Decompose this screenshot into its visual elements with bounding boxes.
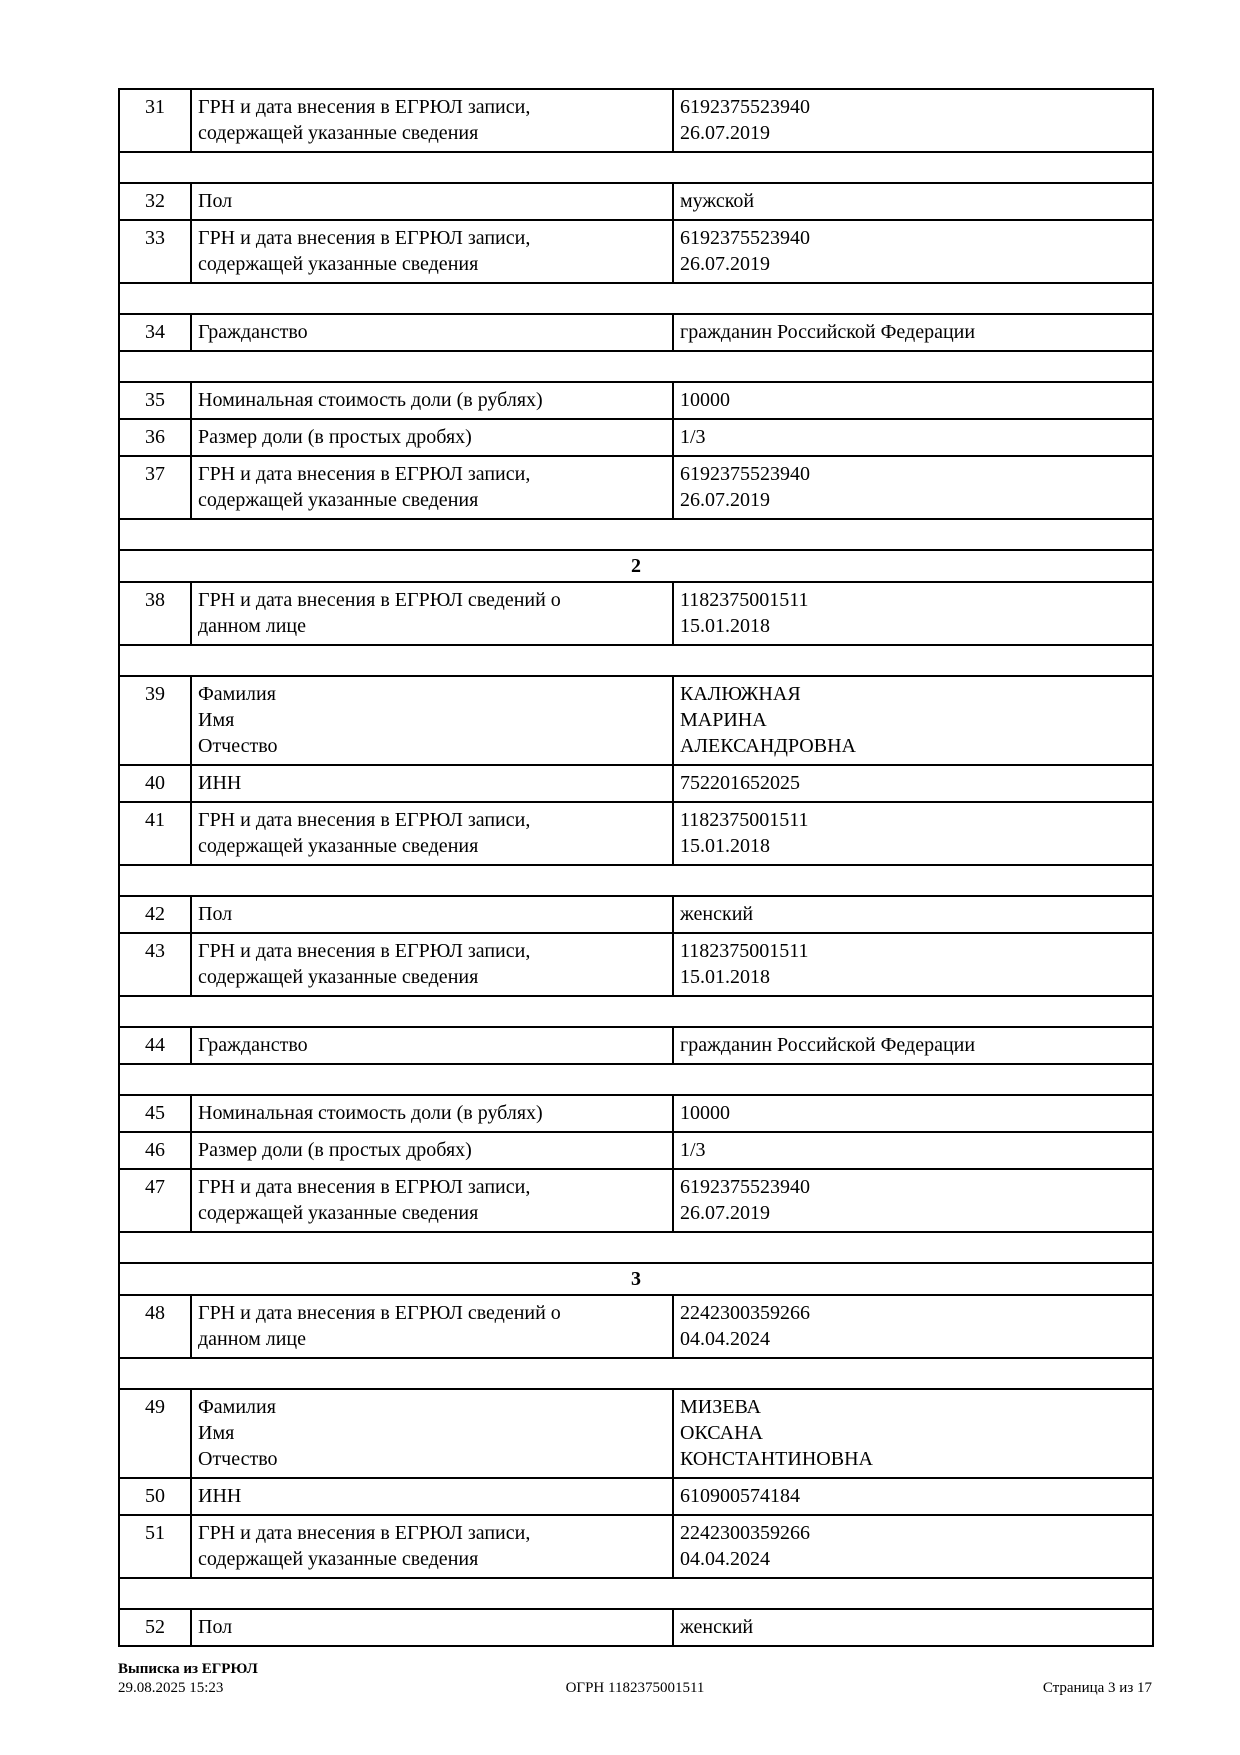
- spacer-row: [119, 645, 1153, 676]
- attribute-cell: [191, 382, 673, 419]
- attribute-line: Номинальная стоимость доли (в рублях): [198, 389, 543, 411]
- table-row: [119, 676, 1153, 765]
- row-number-cell: 46: [119, 1132, 191, 1169]
- attribute-line: Пол: [198, 903, 233, 925]
- value-line: 6192375523940: [680, 463, 810, 485]
- table-row: [119, 1132, 1153, 1169]
- row-number-cell: 49: [119, 1389, 191, 1478]
- attribute-cell: [191, 314, 673, 351]
- attribute-cell: [191, 1478, 673, 1515]
- spacer-row: [119, 519, 1153, 550]
- row-number-cell: 40: [119, 765, 191, 802]
- value-cell: [673, 1169, 1153, 1232]
- spacer-cell: [119, 1358, 1153, 1389]
- attribute-cell: [191, 89, 673, 152]
- value-line: 26.07.2019: [680, 489, 770, 511]
- value-cell: [673, 1027, 1153, 1064]
- value-line: МИЗЕВА: [680, 1396, 761, 1418]
- value-cell: [673, 1389, 1153, 1478]
- value-cell: [673, 183, 1153, 220]
- spacer-row: [119, 283, 1153, 314]
- value-cell: [673, 933, 1153, 996]
- attribute-cell: [191, 933, 673, 996]
- attribute-line: данном лице: [198, 615, 306, 637]
- attribute-line: Имя: [198, 709, 235, 731]
- value-cell: [673, 456, 1153, 519]
- table-row: [119, 802, 1153, 865]
- row-number-cell: 44: [119, 1027, 191, 1064]
- section-row: [119, 550, 1153, 582]
- spacer-cell: [119, 519, 1153, 550]
- attribute-line: данном лице: [198, 1328, 306, 1350]
- row-number-cell: 51: [119, 1515, 191, 1578]
- spacer-cell: [119, 1064, 1153, 1095]
- egrul-table: [118, 88, 1154, 1647]
- attribute-line: Имя: [198, 1422, 235, 1444]
- value-line: АЛЕКСАНДРОВНА: [680, 735, 856, 757]
- spacer-row: [119, 1064, 1153, 1095]
- spacer-row: [119, 1578, 1153, 1609]
- attribute-cell: [191, 1609, 673, 1646]
- attribute-line: ГРН и дата внесения в ЕГРЮЛ записи,: [198, 96, 531, 118]
- value-line: КОНСТАНТИНОВНА: [680, 1448, 873, 1470]
- value-line: 04.04.2024: [680, 1328, 770, 1350]
- attribute-line: ГРН и дата внесения в ЕГРЮЛ записи,: [198, 1522, 531, 1544]
- spacer-cell: [119, 996, 1153, 1027]
- attribute-line: ИНН: [198, 1485, 242, 1507]
- section-number: 3: [119, 1263, 1153, 1295]
- value-cell: [673, 765, 1153, 802]
- attribute-line: Размер доли (в простых дробях): [198, 426, 472, 448]
- value-cell: [673, 89, 1153, 152]
- table-row: [119, 183, 1153, 220]
- table-row: [119, 933, 1153, 996]
- row-number-cell: 48: [119, 1295, 191, 1358]
- attribute-line: Гражданство: [198, 321, 308, 343]
- attribute-line: содержащей указанные сведения: [198, 489, 479, 511]
- section-number: 2: [119, 550, 1153, 582]
- table-row: [119, 220, 1153, 283]
- attribute-cell: [191, 802, 673, 865]
- value-cell: [673, 382, 1153, 419]
- table-row: [119, 1095, 1153, 1132]
- table-row: [119, 456, 1153, 519]
- attribute-cell: [191, 582, 673, 645]
- row-number-cell: 45: [119, 1095, 191, 1132]
- row-number-cell: 52: [119, 1609, 191, 1646]
- value-line: 1182375001511: [680, 589, 809, 611]
- attribute-line: содержащей указанные сведения: [198, 1548, 479, 1570]
- spacer-row: [119, 1358, 1153, 1389]
- table-row: [119, 1609, 1153, 1646]
- attribute-cell: [191, 1132, 673, 1169]
- attribute-line: содержащей указанные сведения: [198, 835, 479, 857]
- table-row: [119, 1389, 1153, 1478]
- value-line: 6192375523940: [680, 1176, 810, 1198]
- footer-left-block: [118, 1660, 566, 1698]
- value-cell: [673, 419, 1153, 456]
- attribute-line: ГРН и дата внесения в ЕГРЮЛ записи,: [198, 940, 531, 962]
- attribute-cell: [191, 419, 673, 456]
- attribute-line: Номинальная стоимость доли (в рублях): [198, 1102, 543, 1124]
- attribute-cell: [191, 1169, 673, 1232]
- attribute-cell: [191, 1515, 673, 1578]
- row-number-cell: 43: [119, 933, 191, 996]
- attribute-line: ГРН и дата внесения в ЕГРЮЛ сведений о: [198, 589, 561, 611]
- value-line: ОКСАНА: [680, 1422, 763, 1444]
- row-number-cell: 42: [119, 896, 191, 933]
- value-line: 10000: [680, 1102, 730, 1124]
- row-number-cell: 50: [119, 1478, 191, 1515]
- spacer-row: [119, 865, 1153, 896]
- footer-datetime: 29.08.2025 15:23: [118, 1680, 224, 1696]
- attribute-line: содержащей указанные сведения: [198, 966, 479, 988]
- spacer-row: [119, 351, 1153, 382]
- attribute-cell: [191, 765, 673, 802]
- row-number-cell: 47: [119, 1169, 191, 1232]
- attribute-cell: [191, 676, 673, 765]
- attribute-line: содержащей указанные сведения: [198, 253, 479, 275]
- value-line: 6192375523940: [680, 227, 810, 249]
- row-number-cell: 33: [119, 220, 191, 283]
- table-row: [119, 1478, 1153, 1515]
- spacer-row: [119, 1232, 1153, 1263]
- value-line: мужской: [680, 190, 755, 212]
- value-line: 1/3: [680, 1139, 706, 1161]
- spacer-cell: [119, 645, 1153, 676]
- value-line: 1182375001511: [680, 809, 809, 831]
- value-line: 15.01.2018: [680, 615, 770, 637]
- section-row: [119, 1263, 1153, 1295]
- attribute-cell: [191, 1027, 673, 1064]
- value-line: гражданин Российской Федерации: [680, 321, 976, 343]
- value-line: гражданин Российской Федерации: [680, 1034, 976, 1056]
- value-line: 752201652025: [680, 772, 800, 794]
- attribute-line: Фамилия: [198, 683, 276, 705]
- spacer-cell: [119, 152, 1153, 183]
- attribute-line: Размер доли (в простых дробях): [198, 1139, 472, 1161]
- value-cell: [673, 314, 1153, 351]
- value-cell: [673, 896, 1153, 933]
- value-line: 2242300359266: [680, 1522, 810, 1544]
- value-cell: [673, 676, 1153, 765]
- spacer-cell: [119, 1232, 1153, 1263]
- attribute-line: содержащей указанные сведения: [198, 1202, 479, 1224]
- value-line: 2242300359266: [680, 1302, 810, 1324]
- attribute-line: Гражданство: [198, 1034, 308, 1056]
- attribute-cell: [191, 183, 673, 220]
- value-cell: [673, 220, 1153, 283]
- footer-doc-title: Выписка из ЕГРЮЛ: [118, 1661, 258, 1677]
- value-cell: [673, 1609, 1153, 1646]
- value-cell: [673, 1132, 1153, 1169]
- spacer-cell: [119, 283, 1153, 314]
- table-row: [119, 765, 1153, 802]
- table-row: [119, 89, 1153, 152]
- spacer-cell: [119, 865, 1153, 896]
- value-cell: [673, 1295, 1153, 1358]
- row-number-cell: 34: [119, 314, 191, 351]
- value-cell: [673, 1095, 1153, 1132]
- row-number-cell: 38: [119, 582, 191, 645]
- table-row: [119, 1027, 1153, 1064]
- value-line: женский: [680, 903, 754, 925]
- footer-ogrn: ОГРН 1182375001511: [565, 1680, 705, 1696]
- value-cell: [673, 1515, 1153, 1578]
- table-row: [119, 1169, 1153, 1232]
- value-line: 26.07.2019: [680, 1202, 770, 1224]
- table-row: [119, 314, 1153, 351]
- attribute-line: Отчество: [198, 735, 278, 757]
- spacer-row: [119, 996, 1153, 1027]
- row-number-cell: 39: [119, 676, 191, 765]
- attribute-line: Пол: [198, 1616, 233, 1638]
- table-row: [119, 582, 1153, 645]
- page-footer: [118, 1660, 1152, 1698]
- attribute-line: ГРН и дата внесения в ЕГРЮЛ записи,: [198, 227, 531, 249]
- table-row: [119, 382, 1153, 419]
- value-line: 26.07.2019: [680, 253, 770, 275]
- attribute-line: Отчество: [198, 1448, 278, 1470]
- attribute-line: ГРН и дата внесения в ЕГРЮЛ записи,: [198, 809, 531, 831]
- spacer-cell: [119, 351, 1153, 382]
- value-line: 1182375001511: [680, 940, 809, 962]
- row-number-cell: 35: [119, 382, 191, 419]
- value-line: 10000: [680, 389, 730, 411]
- value-line: КАЛЮЖНАЯ: [680, 683, 801, 705]
- value-cell: [673, 1478, 1153, 1515]
- attribute-line: содержащей указанные сведения: [198, 122, 479, 144]
- row-number-cell: 31: [119, 89, 191, 152]
- value-line: 6192375523940: [680, 96, 810, 118]
- egrul-table-body: [119, 89, 1153, 1646]
- table-row: [119, 419, 1153, 456]
- value-line: 15.01.2018: [680, 835, 770, 857]
- footer-page-indicator: Страница 3 из 17: [1042, 1680, 1152, 1696]
- spacer-cell: [119, 1578, 1153, 1609]
- attribute-line: Фамилия: [198, 1396, 276, 1418]
- attribute-line: ГРН и дата внесения в ЕГРЮЛ записи,: [198, 1176, 531, 1198]
- value-line: 26.07.2019: [680, 122, 770, 144]
- value-line: 610900574184: [680, 1485, 800, 1507]
- row-number-cell: 32: [119, 183, 191, 220]
- value-line: 04.04.2024: [680, 1548, 770, 1570]
- value-cell: [673, 802, 1153, 865]
- attribute-cell: [191, 896, 673, 933]
- value-line: женский: [680, 1616, 754, 1638]
- value-line: МАРИНА: [680, 709, 767, 731]
- table-row: [119, 896, 1153, 933]
- attribute-cell: [191, 1095, 673, 1132]
- row-number-cell: 37: [119, 456, 191, 519]
- attribute-line: ГРН и дата внесения в ЕГРЮЛ записи,: [198, 463, 531, 485]
- row-number-cell: 36: [119, 419, 191, 456]
- attribute-cell: [191, 456, 673, 519]
- table-row: [119, 1295, 1153, 1358]
- table-row: [119, 1515, 1153, 1578]
- attribute-line: ИНН: [198, 772, 242, 794]
- attribute-cell: [191, 220, 673, 283]
- spacer-row: [119, 152, 1153, 183]
- value-cell: [673, 582, 1153, 645]
- attribute-line: Пол: [198, 190, 233, 212]
- attribute-cell: [191, 1389, 673, 1478]
- value-line: 15.01.2018: [680, 966, 770, 988]
- row-number-cell: 41: [119, 802, 191, 865]
- attribute-cell: [191, 1295, 673, 1358]
- value-line: 1/3: [680, 426, 706, 448]
- attribute-line: ГРН и дата внесения в ЕГРЮЛ сведений о: [198, 1302, 561, 1324]
